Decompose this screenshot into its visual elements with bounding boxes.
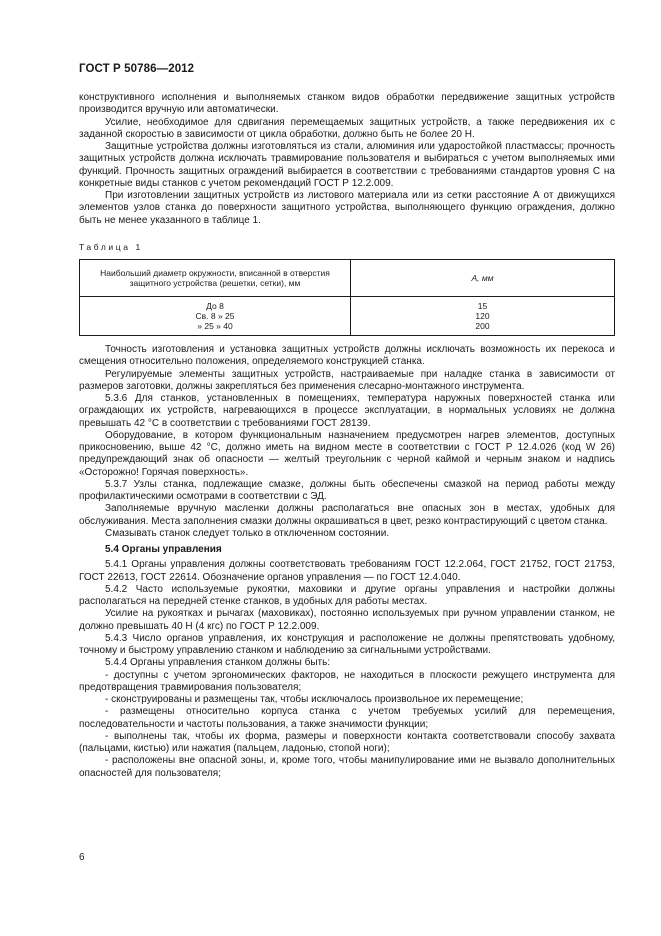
page-body — [79, 92, 615, 780]
table-caption: Таблица 1 — [79, 241, 143, 252]
document-header: ГОСТ Р 50786—2012 — [79, 63, 195, 75]
table-cell-range: Св. 8 » 25 — [80, 311, 351, 321]
list-item: - доступны с учетом эргономических факторов, не находиться в плоскости режущего инструмента для предотвращения травмирования пользователя; — [79, 669, 615, 693]
page-number: 6 — [79, 852, 85, 863]
paragraph: Защитные устройства должны изготовляться из стали, алюминия или ударостойкой пластмассы; прочность защитных устройств должна исключать травмирование пользователя и выбираться с учетом выполняемых ими функций. Прочность защитных ограждений выбирается в соответствии с требованиями стандартов уровня С на конкретные виды станков с учетом рекомендаций ГОСТ Р 12.2.009. — [79, 141, 615, 189]
paragraph: 5.3.6 Для станков, установленных в помещениях, температура наружных поверхностей станка или ограждающих их устройств, нагревающихся в процессе эксплуатации, в нормальных условиях не должна превышать 42 °С в соответствии с требованиями ГОСТ 28139. — [79, 393, 615, 429]
table-row — [80, 321, 615, 336]
paragraph: 5.4.2 Часто используемые рукоятки, маховики и другие органы управления и настройки должны располагаться на передней стенке станков, в удобных для работы местах. — [79, 583, 615, 607]
paragraph: Регулируемые элементы защитных устройств, настраиваемые при наладке станка в зависимости от размеров заготовки, должны закрепляться без применения слесарно-монтажного инструмента. — [79, 368, 615, 392]
section-heading: 5.4 Органы управления — [105, 544, 222, 555]
paragraph: 5.4.3 Число органов управления, их конструкция и расположение не должны препятствовать удобному, точному и быстрому управлению станком и наблюдению за сигнальными устройствами. — [79, 632, 615, 656]
table-cell-range: До 8 — [80, 297, 351, 312]
table-cell-value: 120 — [351, 311, 615, 321]
paragraph: При изготовлении защитных устройств из листового материала или из сетки расстояние А от движущихся элементов узлов станка до поверхности защитного устройства, выполняющего функцию ограждения, должно быть не менее указанного в таблице 1. — [79, 190, 615, 226]
table-header-distance: А, мм — [351, 260, 615, 297]
paragraph: 5.3.7 Узлы станка, подлежащие смазке, должны быть обеспечены смазкой на период работы между профилактическими осмотрами в соответствии с ЭД. — [79, 478, 615, 502]
table-row — [80, 311, 615, 321]
list-item: - сконструированы и размещены так, чтобы исключалось произвольное их перемещение; — [105, 694, 524, 705]
paragraph: Усилие на рукоятках и рычагах (маховиках), постоянно используемых при ручном управлении станком, не должно превышать 40 Н (4 кгс) по ГОСТ Р 12.2.009. — [79, 608, 615, 632]
paragraph: Точность изготовления и установка защитных устройств должны исключать возможность их перекоса и смещения относительно положения, определяемого конструкцией станка. — [79, 344, 615, 368]
paragraph: 5.4.4 Органы управления станком должны быть: — [105, 657, 331, 669]
paragraph: Заполняемые вручную масленки должны располагаться вне опасных зон в местах, удобных для обслуживания. Места заполнения смазки должны окрашиваться в цвет, резко контрастирующий с цветом станка. — [79, 503, 615, 527]
table-header-row — [80, 260, 615, 297]
paragraph: Оборудование, в котором функциональным назначением предусмотрен нагрев элементов, доступных прикосновению, выше 42 °С, должно иметь на видном месте в соответствии с ГОСТ Р 12.4.026 (код W 26) предупреждающий знак об опасности — желтый треугольник с черной каймой и черным знаком и надпись «Осторожно! Горячая поверхность». — [79, 429, 615, 478]
paragraph: 5.4.1 Органы управления должны соответствовать требованиям ГОСТ 12.2.064, ГОСТ 21752, ГОСТ 21753, ГОСТ 22613, ГОСТ 22614. Обозначение органов управления — по ГОСТ 12.4.040. — [79, 559, 615, 583]
list-item: - расположены вне опасной зоны, и, кроме того, чтобы манипулирование ими не вызвало дополнительных опасностей для пользователя; — [79, 755, 615, 779]
list-item: - размещены относительно корпуса станка с учетом требуемых усилий для перемещения, последовательности и частоты пользования, а также значимости функции; — [79, 706, 615, 730]
paragraph: конструктивного исполнения и выполняемых станком видов обработки передвижение защитных устройств производится вручную или автоматически. — [79, 92, 615, 116]
paragraph: Усилие, необходимое для сдвигания перемещаемых защитных устройств, а также передвижения их с заданной скоростью в зависимости от цикла обработки, должно быть не более 20 Н. — [79, 116, 615, 140]
table-cell-range: » 25 » 40 — [80, 321, 351, 336]
table-1 — [79, 259, 615, 336]
list-item: - выполнены так, чтобы их форма, размеры и поверхности контакта соответствовали способу захвата (пальцами, кистью) или нажатия (пальцем, ладонью, стопой ноги); — [79, 730, 615, 754]
table-cell-value: 200 — [351, 321, 615, 336]
paragraph: Смазывать станок следует только в отключенном состоянии. — [105, 527, 390, 539]
table-cell-value: 15 — [351, 297, 615, 312]
table-header-diameter: Наибольший диаметр окружности, вписанной в отверстия защитного устройства (решетки, сетки), мм — [80, 260, 351, 297]
table-row — [80, 297, 615, 312]
